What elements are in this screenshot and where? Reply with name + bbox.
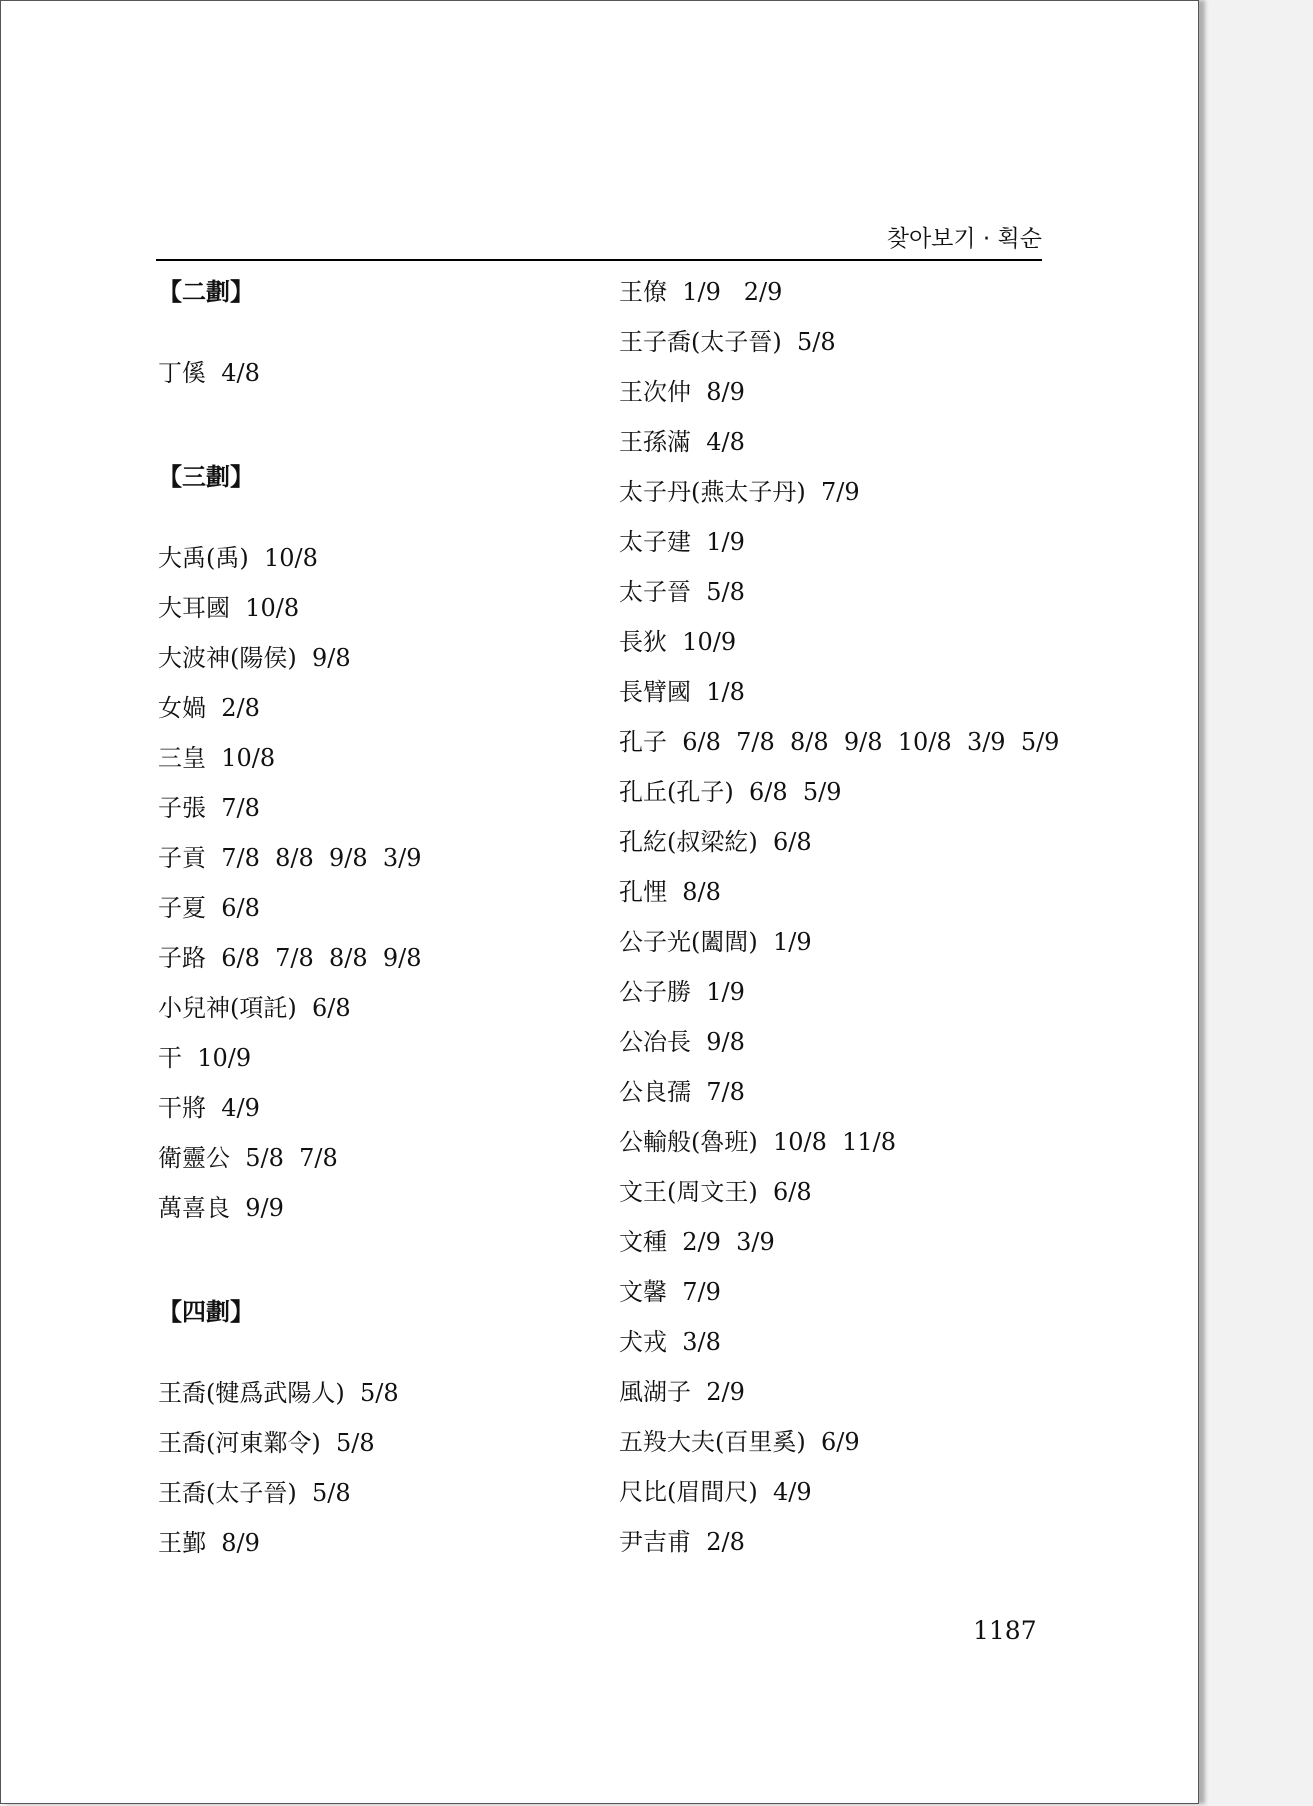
index-entry: 太子建 1/9: [619, 528, 745, 556]
index-entry: 子張 7/8: [158, 794, 260, 822]
index-entry: 文王(周文王) 6/8: [619, 1178, 812, 1206]
index-entry: 孔丘(孔子) 6/8 5/9: [619, 778, 842, 806]
index-entry: 小兒神(項託) 6/8: [158, 994, 351, 1022]
index-entry: 干 10/9: [158, 1044, 252, 1072]
index-entry: 子路 6/8 7/8 8/8 9/8: [158, 944, 422, 972]
index-entry: 衛靈公 5/8 7/8: [158, 1144, 338, 1172]
index-entry: 三皇 10/8: [158, 744, 276, 772]
right-column: [619, 267, 1159, 1567]
index-entry: 丁傒 4/8: [158, 359, 260, 387]
index-entry: 王子喬(太子晉) 5/8: [619, 328, 836, 356]
header-title: 찾아보기 · 획순: [886, 226, 1042, 252]
index-entry: 王次仲 8/9: [619, 378, 745, 406]
index-entry: 王僚 1/9 2/9: [619, 278, 783, 306]
index-entry: 王喬(河東鄴令) 5/8: [158, 1429, 375, 1457]
index-entry: 犬戎 3/8: [619, 1328, 721, 1356]
index-entry: 太子晉 5/8: [619, 578, 745, 606]
section-heading-3-strokes: 【三劃】: [158, 462, 254, 491]
index-entry: 王孫滿 4/8: [619, 428, 745, 456]
index-entry: 風湖子 2/9: [619, 1378, 745, 1406]
running-header: [156, 215, 1042, 261]
index-entry: 大耳國 10/8: [158, 594, 300, 622]
index-entry: 五羖大夫(百里奚) 6/9: [619, 1428, 860, 1456]
index-entry: 孔子 6/8 7/8 8/8 9/8 10/8 3/9 5/9: [619, 728, 1060, 756]
index-entry: 公子光(闔閭) 1/9: [619, 928, 812, 956]
index-entry: 孔紇(叔梁紇) 6/8: [619, 828, 812, 856]
index-entry: 文種 2/9 3/9: [619, 1228, 775, 1256]
index-entry: 大波神(陽侯) 9/8: [158, 644, 351, 672]
index-entry: 孔悝 8/8: [619, 878, 721, 906]
index-entry: 尺比(眉間尺) 4/9: [619, 1478, 812, 1506]
index-entry: 女媧 2/8: [158, 694, 260, 722]
index-entry: 太子丹(燕太子丹) 7/9: [619, 478, 860, 506]
index-entry: 尹吉甫 2/8: [619, 1528, 745, 1556]
index-entry: 公輸般(魯班) 10/8 11/8: [619, 1128, 897, 1156]
index-entry: 子夏 6/8: [158, 894, 260, 922]
section-heading-4-strokes: 【四劃】: [158, 1297, 254, 1326]
index-entry: 長狄 10/9: [619, 628, 737, 656]
index-entry: 公子勝 1/9: [619, 978, 745, 1006]
index-entry: 公冶長 9/8: [619, 1028, 745, 1056]
index-entry: 王喬(太子晉) 5/8: [158, 1479, 351, 1507]
left-column: [158, 267, 588, 1568]
index-entry: 干將 4/9: [158, 1094, 260, 1122]
index-entry: 萬喜良 9/9: [158, 1194, 284, 1222]
page-number: 1187: [973, 1616, 1037, 1645]
index-entry: 王喬(犍爲武陽人) 5/8: [158, 1379, 399, 1407]
section-heading-2-strokes: 【二劃】: [158, 277, 254, 306]
index-entry: 大禹(禹) 10/8: [158, 544, 318, 572]
index-entry: 文馨 7/9: [619, 1278, 721, 1306]
index-entry: 長臂國 1/8: [619, 678, 745, 706]
index-entry: 王鄞 8/9: [158, 1529, 260, 1557]
index-entry: 公良孺 7/8: [619, 1078, 745, 1106]
index-entry: 子貢 7/8 8/8 9/8 3/9: [158, 844, 422, 872]
